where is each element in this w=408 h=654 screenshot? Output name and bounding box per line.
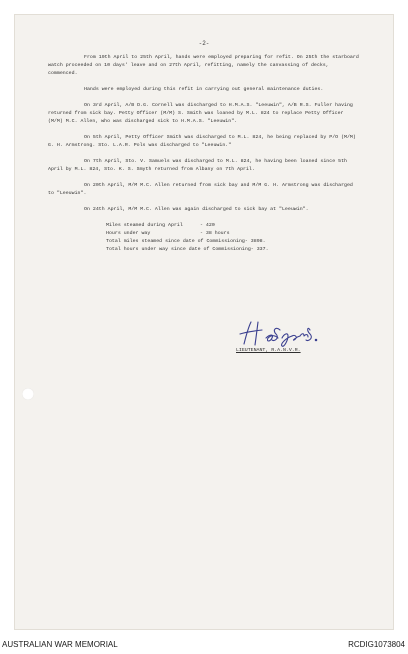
stat-row <box>106 230 360 238</box>
paragraph-3rd-april: On 3rd April, A/B D.G. Cornell was discharged to H.M.A.S. "Leeuwin", A/B R.S. Fuller having returned from sick bay. Petty Officer (M/M) S. Smith was loaned by M.L. 824 to replace Petty Officer (M/M) M.C. Allen, who was discharged sick to H.M.A.S. "Leeuwin". <box>48 103 353 124</box>
footer-bar <box>0 638 408 652</box>
stat-label: Total hours under way since date of Commissioning <box>106 247 251 252</box>
stat-label: Hours under way <box>106 231 151 236</box>
stat-label: Total miles steamed since date of Commissioning <box>106 239 245 244</box>
signature-title: LIEUTENANT, R.A.N.V.R. <box>236 348 301 353</box>
stat-value: - 3898. <box>244 239 266 244</box>
paragraph-maintenance: Hands were employed during this refit in carrying out general maintenance duties. <box>84 87 324 92</box>
paragraph-5th-april: On 5th April, Petty Officer Smith was discharged to M.L. 824, he being replaced by P/O (M/M) G. H. Armstrong. Sto. L.A.R. Pols was discharged to "Leeuwin." <box>48 135 356 148</box>
stat-row <box>106 246 360 254</box>
steaming-stats <box>106 222 360 254</box>
stat-row <box>106 238 360 246</box>
footer-archive-name: AUSTRALIAN WAR MEMORIAL <box>2 640 118 649</box>
document-sheet <box>14 14 394 630</box>
stat-label: Miles steamed during April <box>106 223 183 228</box>
paragraph-7th-april: On 7th April, Sto. V. Samuels was discharged to M.L. 824, he having been loaned since 5th April by M.L. 824, Sto. K. S. Smyth returned from Albany on 7th April. <box>48 159 347 172</box>
stat-value: - 38 hours <box>200 231 230 236</box>
footer-record-id: RCDIG1073804 <box>348 640 405 649</box>
page-number: -2- <box>198 40 210 47</box>
paragraph-20th-april: On 20th April, M/M M.C. Allen returned from sick bay and M/M G. H. Armstrong was discharged to "Leeuwin". <box>48 183 353 196</box>
paragraph-refit: From 19th April to 25th April, hands were employed preparing for refit. On 25th the starboard watch proceeded on 10 days' leave and on 27th April, refitting, namely the canvassing of decks, commenced. <box>48 55 359 76</box>
paragraph-24th-april: On 24th April, M/M M.C. Allen was again discharged to sick bay at "Leeuwin". <box>84 207 309 212</box>
handwritten-signature <box>236 316 326 350</box>
stat-value: - 420 <box>200 223 215 228</box>
letter-body <box>48 54 360 254</box>
signature-block <box>234 314 334 364</box>
punch-hole <box>22 388 34 400</box>
stat-row <box>106 222 360 230</box>
stat-value: - 337. <box>250 247 269 252</box>
